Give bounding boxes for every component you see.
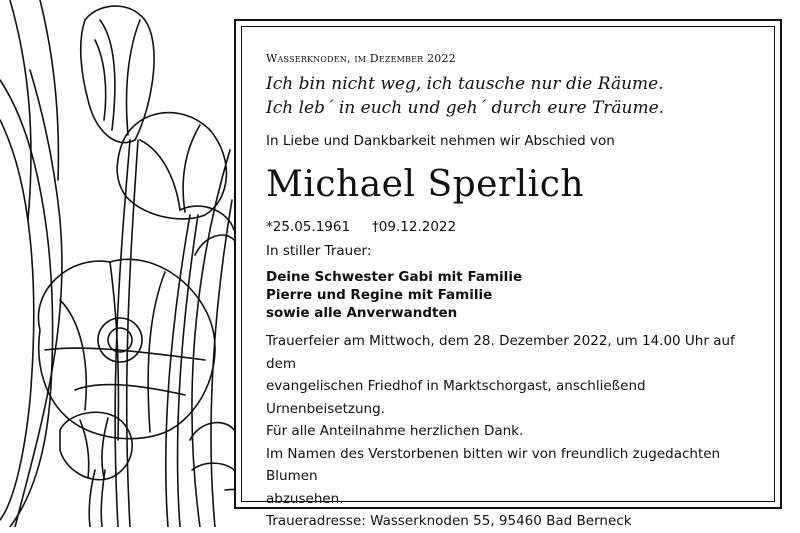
quote-line: Ich leb´ in euch und geh´ durch eure Träume. bbox=[266, 98, 665, 118]
flowers-line: abzusehen. bbox=[266, 490, 344, 507]
ceremony-line: Trauerfeier am Mittwoch, dem 28. Dezember 2022, um 14.00 Uhr auf dem bbox=[266, 333, 735, 372]
death-date: †09.12.2022 bbox=[372, 219, 457, 235]
obituary-content bbox=[266, 52, 766, 533]
ceremony-info bbox=[266, 330, 766, 533]
memorial-quote bbox=[266, 72, 766, 120]
thanks-line: Für alle Anteilnahme herzlichen Dank. bbox=[266, 423, 524, 439]
mourner: sowie alle Anverwandten bbox=[266, 305, 458, 321]
birth-date: *25.05.1961 bbox=[266, 219, 351, 235]
mourners-list bbox=[266, 268, 766, 322]
mourning-address: Traueradresse: Wasserknoden 55, 95460 Bad Berneck bbox=[266, 513, 632, 529]
life-dates bbox=[266, 218, 766, 236]
flowers-line: Im Namen des Verstorbenen bitten wir von freundlich zugedachten Blumen bbox=[266, 445, 721, 484]
mourner: Deine Schwester Gabi mit Familie bbox=[266, 269, 523, 285]
mourner: Pierre und Regine mit Familie bbox=[266, 287, 493, 303]
farewell-intro: In Liebe und Dankbarkeit nehmen wir Abschied von bbox=[266, 133, 615, 149]
mourning-label: In stiller Trauer: bbox=[266, 243, 372, 259]
deceased-name: Michael Sperlich bbox=[266, 164, 585, 205]
place-date: Wasserknoden, im Dezember 2022 bbox=[266, 52, 456, 65]
ceremony-line: evangelischen Friedhof in Marktschorgast, anschließend Urnenbeisetzung. bbox=[266, 378, 646, 417]
quote-line: Ich bin nicht weg, ich tausche nur die Räume. bbox=[266, 74, 664, 94]
